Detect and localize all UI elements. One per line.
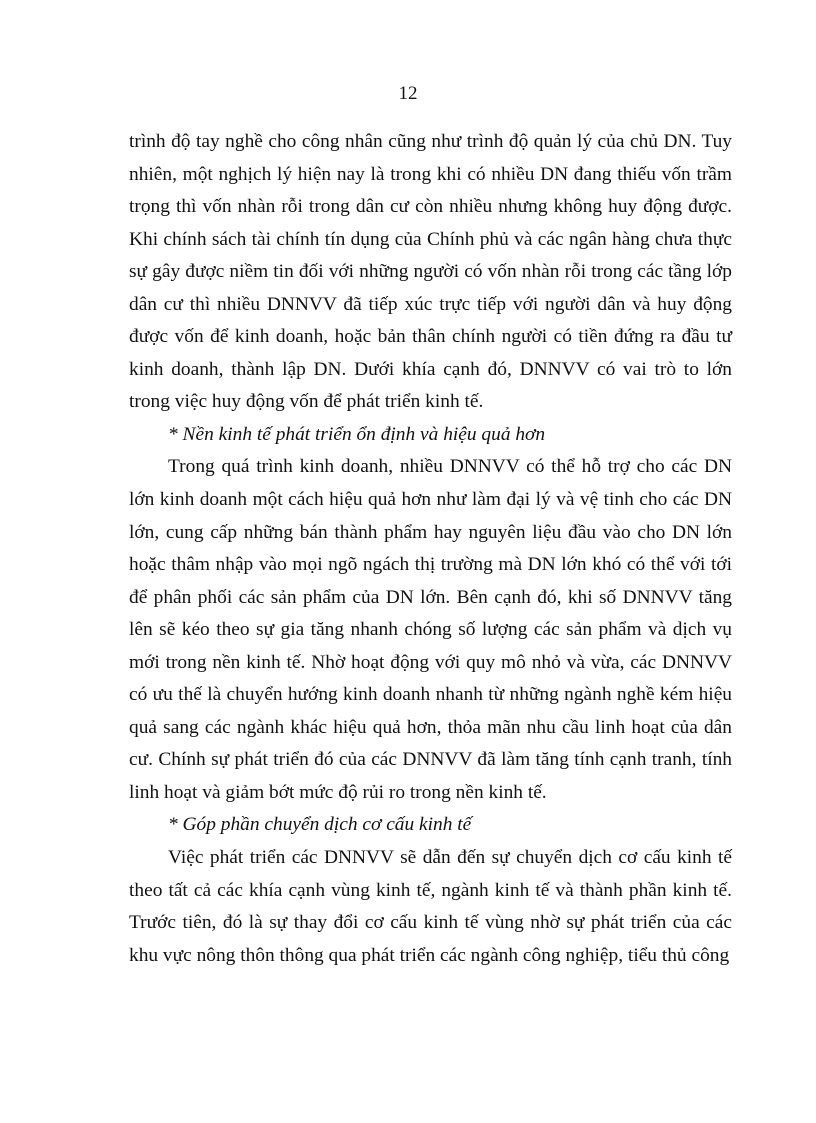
paragraph-stable-economy: Trong quá trình kinh doanh, nhiều DNNVV có thể hỗ trợ cho các DN lớn kinh doanh một cách hiệu quả hơn như làm đại lý và vệ tinh cho các DN lớn, cung cấp những bán thành phẩm hay nguyên liệu đầu vào cho DN lớn hoặc thâm nhập vào mọi ngõ ngách thị trường mà DN lớn khó có thể với tới để phân phối các sản phẩm của DN lớn. Bên cạnh đó, khi số DNNVV tăng lên sẽ kéo theo sự gia tăng nhanh chóng số lượng các sản phẩm và dịch vụ mới trong nền kinh tế. Nhờ hoạt động với quy mô nhỏ và vừa, các DNNVV có ưu thế là chuyển hướng kinh doanh nhanh từ những ngành nghề kém hiệu quả sang các ngành khác hiệu quả hơn, thỏa mãn nhu cầu linh hoạt của dân cư. Chính sự phát triển đó của các DNNVV đã làm tăng tính cạnh tranh, tính linh hoạt và giảm bớt mức độ rủi ro trong nền kinh tế. <box>129 456 732 803</box>
document-body <box>129 126 732 972</box>
section-heading-structural-shift: * Góp phần chuyển dịch cơ cấu kinh tế <box>168 814 472 836</box>
paragraph-structural-shift: Việc phát triển các DNNVV sẽ dẫn đến sự chuyển dịch cơ cấu kinh tế theo tất cả các khía cạnh vùng kinh tế, ngành kinh tế và thành phần kinh tế. Trước tiên, đó là sự thay đổi cơ cấu kinh tế vùng nhờ sự phát triển của các khu vực nông thôn thông qua phát triển các ngành công nghiệp, tiểu thủ công <box>129 847 732 966</box>
page-number: 12 <box>398 83 418 104</box>
paragraph-capital-mobilization: trình độ tay nghề cho công nhân cũng như trình độ quản lý của chủ DN. Tuy nhiên, một nghịch lý hiện nay là trong khi có nhiều DN đang thiếu vốn trầm trọng thì vốn nhàn rỗi trong dân cư còn nhiều nhưng không huy động được. Khi chính sách tài chính tín dụng của Chính phủ và các ngân hàng chưa thực sự gây được niềm tin đối với những người có vốn nhàn rỗi trong các tầng lớp dân cư thì nhiều DNNVV đã tiếp xúc trực tiếp với người dân và huy động được vốn để kinh doanh, hoặc bản thân chính người có tiền đứng ra đầu tư kinh doanh, thành lập DN. Dưới khía cạnh đó, DNNVV có vai trò to lớn trong việc huy động vốn để phát triển kinh tế. <box>129 131 732 413</box>
section-heading-stable-economy: * Nền kinh tế phát triển ổn định và hiệu quả hơn <box>168 423 546 445</box>
